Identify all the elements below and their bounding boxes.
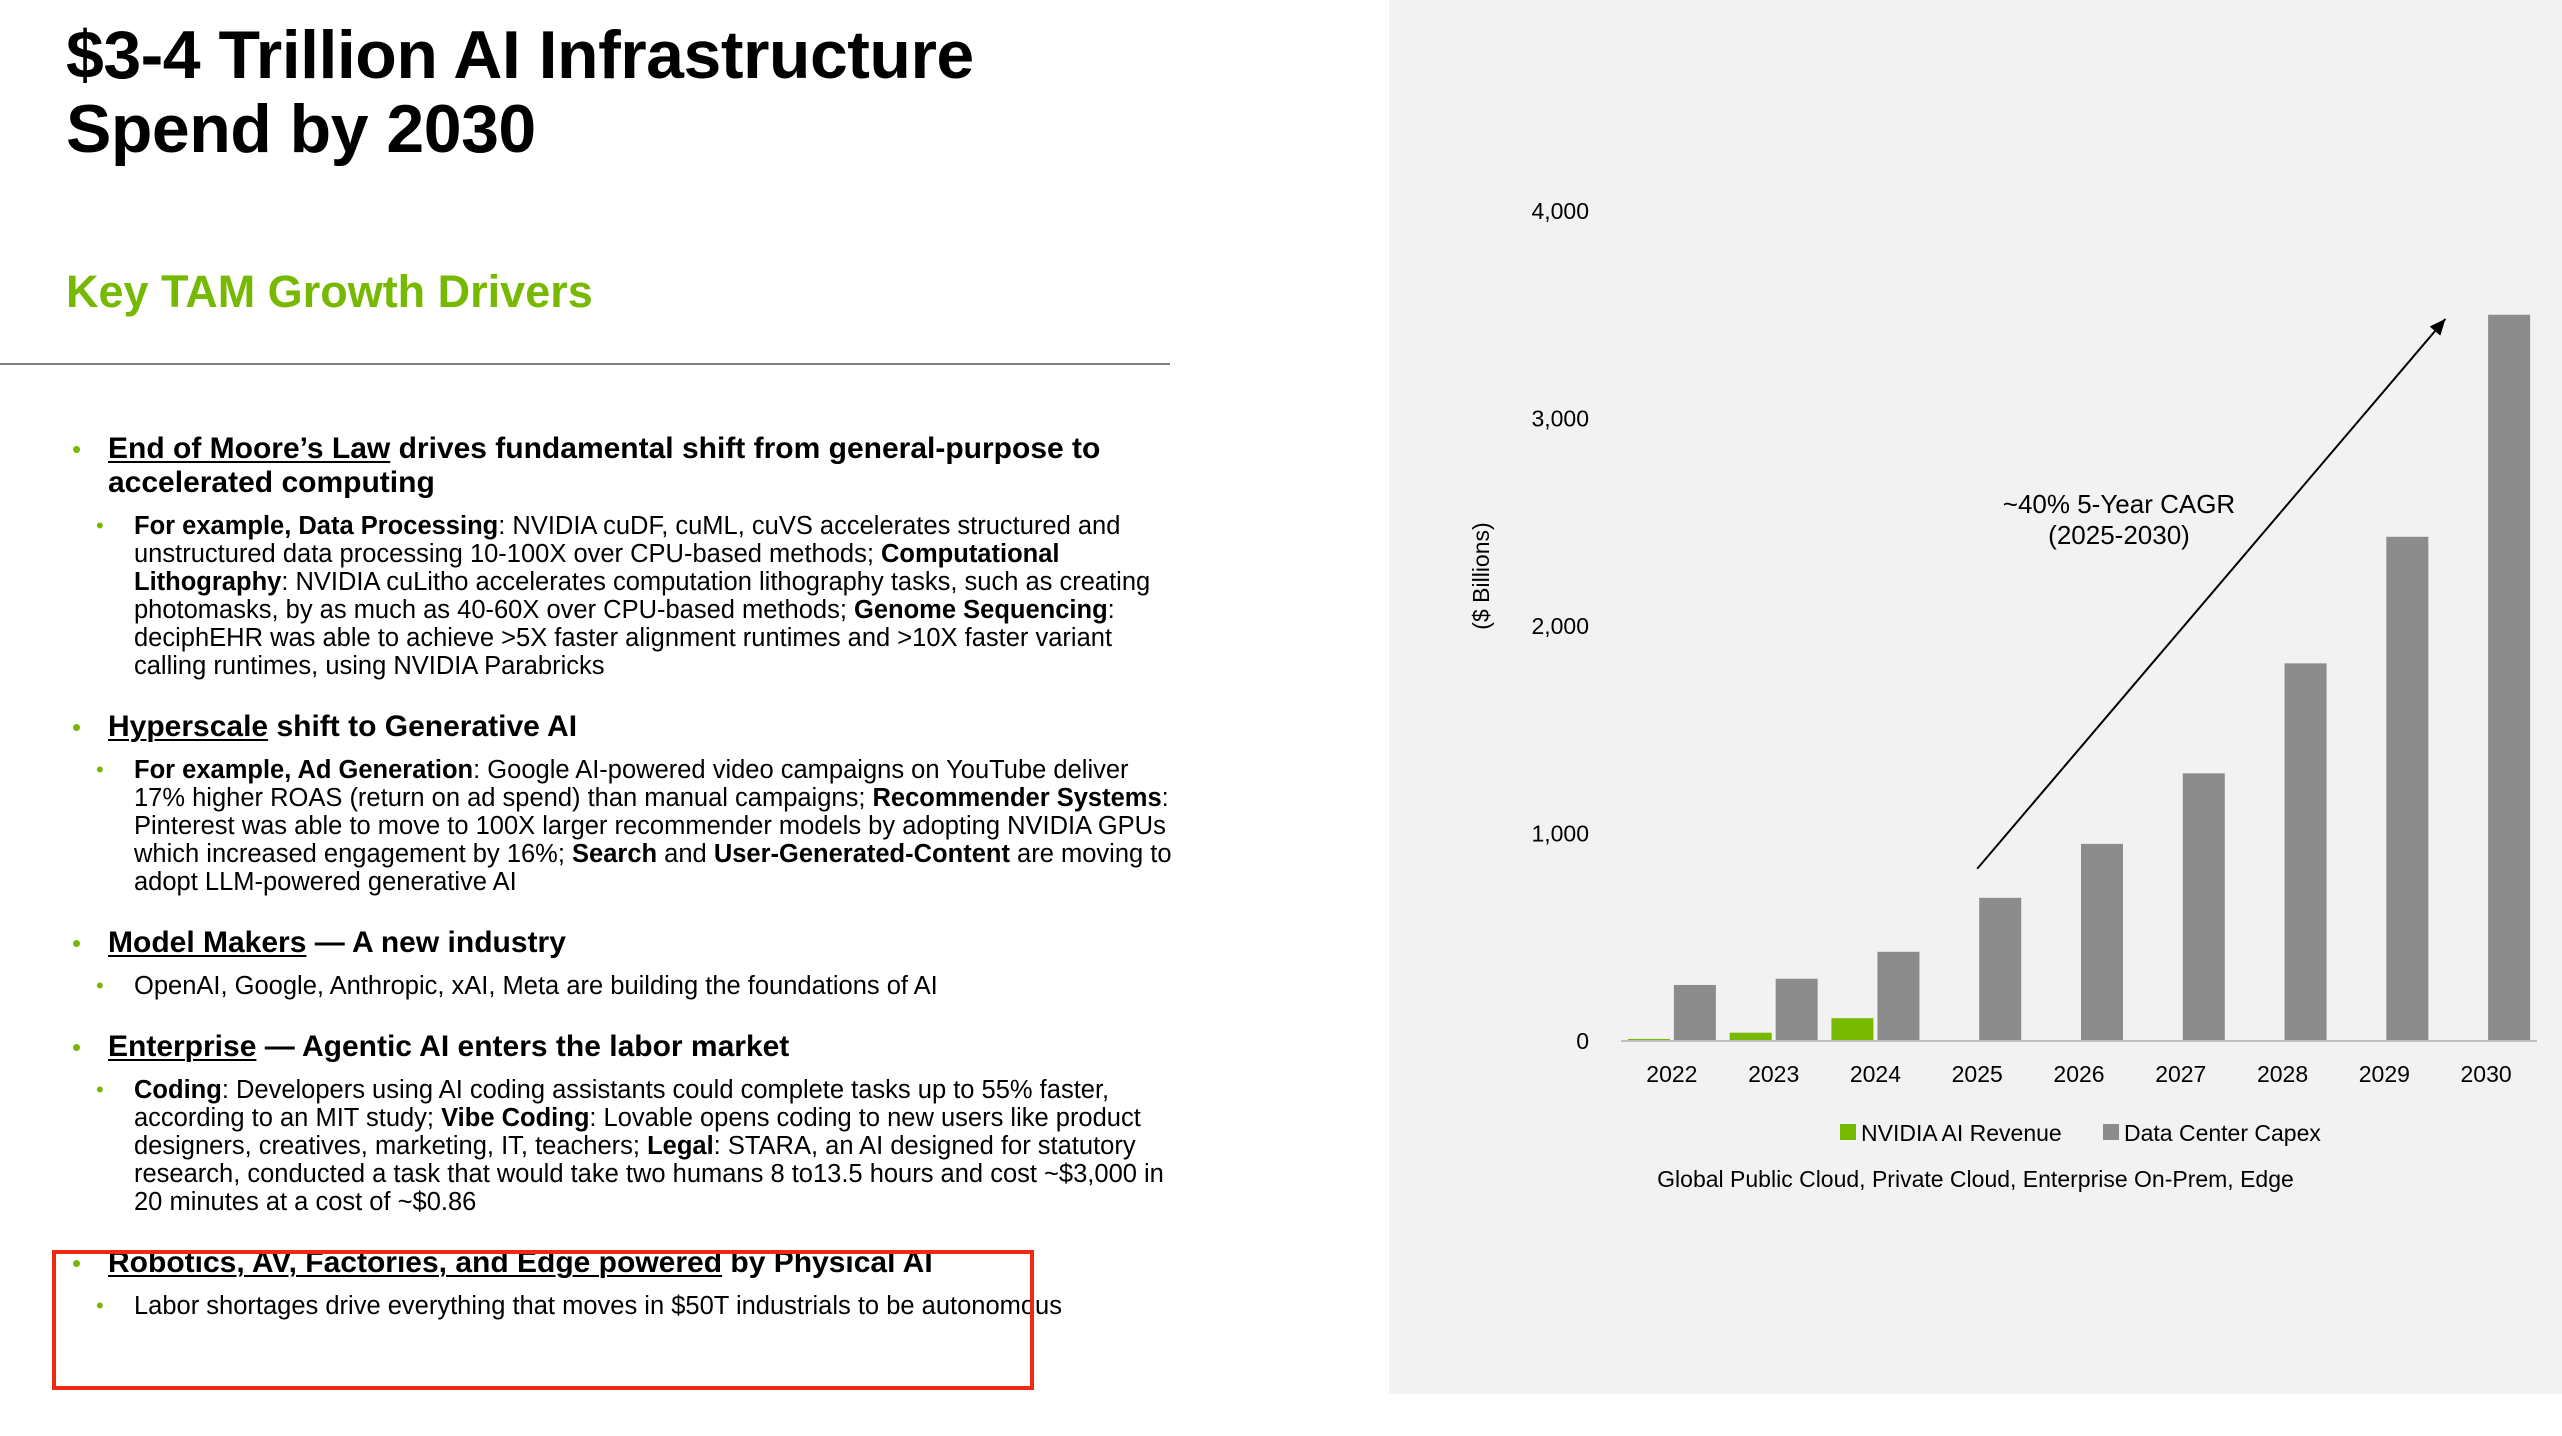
- highlight-box: [52, 1250, 1034, 1390]
- bullet-heading: [108, 432, 1186, 500]
- y-axis-label: ($ Billions): [1468, 522, 1494, 630]
- bar-nvidia-ai-revenue: [1730, 1033, 1772, 1041]
- bold-term: For example, Data Processing: [134, 512, 499, 540]
- body-text: : NVIDIA cuDF, cuML, cuVS accelerates structured and unstructured data processing 10-100X over CPU-based methods;: [134, 512, 1121, 568]
- bullet-heading: [108, 710, 1186, 744]
- bold-term: User-Generated-Content: [713, 840, 1010, 868]
- bold-term: Genome Sequencing: [854, 596, 1108, 624]
- bullet-heading-link: End of Moore’s Law: [108, 432, 391, 465]
- sub-bullet-dot-icon: •: [96, 1077, 104, 1102]
- body-text: : NVIDIA cuLitho accelerates computation lithography tasks, such as creating photomasks, by as much as 40-60X over CPU-based methods;: [134, 568, 1151, 624]
- body-text: : deciphEHR was able to achieve >5X faster alignment runtimes and >10X faster variant calling runtimes, using NVIDIA Parabricks: [134, 596, 1115, 680]
- sub-bullet-dot-icon: •: [96, 973, 104, 998]
- bold-term: For example, Ad Generation: [134, 756, 474, 784]
- y-tick-label: 0: [1576, 1028, 1589, 1054]
- bar-data-center-capex: [2081, 844, 2123, 1041]
- bullet-heading-text: shift to Generative AI: [268, 710, 578, 743]
- page-title: [66, 18, 1216, 166]
- body-text: are moving to adopt LLM-powered generative AI: [134, 840, 1172, 896]
- bullet-heading-text: drives fundamental shift from general-purpose to accelerated computing: [108, 432, 1101, 499]
- bar-data-center-capex: [2386, 537, 2428, 1041]
- sub-bullet-dot-icon: •: [96, 757, 104, 782]
- cagr-annotation-line2: (2025-2030): [2048, 520, 2190, 550]
- bar-data-center-capex: [1877, 952, 1919, 1041]
- legend-label-nvidia-ai-revenue: NVIDIA AI Revenue: [1861, 1120, 2062, 1146]
- bullet-heading-text: — Agentic AI enters the labor market: [256, 1030, 790, 1063]
- sub-bullet: [66, 972, 1186, 1000]
- chart-panel: [1389, 0, 2562, 1394]
- bar-nvidia-ai-revenue: [1831, 1018, 1873, 1041]
- growth-driver-list: [66, 432, 1186, 1320]
- x-tick-label: 2023: [1748, 1061, 1800, 1087]
- body-text: OpenAI, Google, Anthropic, xAI, Meta are building the foundations of AI: [134, 972, 938, 1000]
- legend-swatch-data-center-capex: [2103, 1124, 2119, 1140]
- sub-bullet: [66, 1076, 1186, 1216]
- bar-data-center-capex: [2183, 773, 2225, 1041]
- bold-term: Vibe Coding: [441, 1104, 590, 1132]
- y-tick-label: 1,000: [1531, 820, 1589, 847]
- legend-swatch-nvidia-ai-revenue: [1840, 1124, 1856, 1140]
- bold-term: Recommender Systems: [872, 784, 1162, 812]
- x-tick-label: 2030: [2460, 1061, 2512, 1087]
- cagr-annotation-line1: ~40% 5-Year CAGR: [2002, 489, 2236, 519]
- section-divider: [0, 363, 1170, 365]
- sub-bullet-dot-icon: •: [96, 1293, 104, 1318]
- bullet-dot-icon: •: [72, 928, 82, 958]
- body-text: : Google AI-powered video campaigns on YouTube deliver 17% higher ROAS (return on ad spend) than manual campaigns;: [134, 756, 1129, 812]
- x-tick-label: 2025: [1951, 1061, 2003, 1087]
- bullet-moores-law: [66, 432, 1186, 500]
- bold-term: Legal: [647, 1132, 714, 1160]
- title-line-1: $3-4 Trillion AI Infrastructure: [66, 17, 974, 93]
- bullet-dot-icon: •: [72, 712, 82, 742]
- sub-bullet-text: [134, 512, 1186, 680]
- bullet-hyperscale: [66, 710, 1186, 744]
- x-tick-label: 2027: [2155, 1061, 2207, 1087]
- y-tick-label: 4,000: [1531, 198, 1589, 224]
- bar-data-center-capex: [1776, 979, 1818, 1041]
- x-tick-label: 2026: [2053, 1061, 2105, 1087]
- sub-bullet: [66, 756, 1186, 896]
- sub-bullet-text: [134, 756, 1186, 896]
- legend-label-data-center-capex: Data Center Capex: [2124, 1120, 2321, 1146]
- chart-footnote: Global Public Cloud, Private Cloud, Enterprise On-Prem, Edge: [1657, 1166, 2294, 1192]
- bullet-heading-link: Hyperscale: [108, 710, 269, 743]
- sub-bullet: [66, 512, 1186, 680]
- bullet-dot-icon: •: [72, 1248, 82, 1278]
- body-text: : Lovable opens coding to new users like product designers, creatives, marketing, IT, teachers;: [134, 1104, 1141, 1160]
- x-tick-label: 2029: [2358, 1061, 2410, 1087]
- x-tick-label: 2028: [2256, 1061, 2309, 1087]
- sub-bullet-dot-icon: •: [96, 513, 104, 538]
- body-text: and: [657, 840, 714, 868]
- bullet-heading-text: by Physical AI: [722, 1246, 933, 1279]
- section-subtitle: Key TAM Growth Drivers: [66, 266, 593, 317]
- bullet-heading-text: — A new industry: [306, 926, 566, 959]
- x-tick-label: 2022: [1646, 1061, 1698, 1087]
- bullet-dot-icon: •: [72, 1032, 82, 1062]
- bullet-enterprise: [66, 1030, 1186, 1064]
- bar-data-center-capex: [1979, 898, 2021, 1041]
- bullet-dot-icon: •: [72, 434, 82, 464]
- bar-data-center-capex: [2285, 663, 2327, 1041]
- bar-data-center-capex: [1674, 985, 1716, 1041]
- bold-term: Computational Lithography: [134, 540, 1060, 596]
- bold-term: Coding: [134, 1076, 222, 1104]
- bold-term: Search: [572, 840, 658, 868]
- bar-data-center-capex: [2488, 315, 2530, 1041]
- y-tick-label: 2,000: [1531, 613, 1589, 639]
- title-line-2: Spend by 2030: [66, 91, 536, 167]
- y-tick-label: 3,000: [1531, 405, 1589, 432]
- bullet-heading-link: Enterprise: [108, 1030, 257, 1063]
- bullet-heading: [108, 1030, 1186, 1064]
- bullet-heading-link: Robotics, AV, Factories, and Edge powered: [108, 1246, 723, 1279]
- bullet-model-makers: [66, 926, 1186, 960]
- x-tick-label: 2024: [1849, 1061, 1902, 1087]
- bullet-heading: [108, 926, 1186, 960]
- body-text: : Developers using AI coding assistants could complete tasks up to 55% faster, according to an MIT study;: [134, 1076, 1110, 1132]
- sub-bullet-text: [134, 1076, 1186, 1216]
- body-text: Labor shortages drive everything that moves in $50T industrials to be autonomous: [134, 1292, 1062, 1320]
- bullet-heading-link: Model Makers: [108, 926, 307, 959]
- body-text: : STARA, an AI designed for statutory research, conducted a task that would take two humans 8 to13.5 hours and cost ~$3,000 in 20 minutes at a cost of ~$0.86: [134, 1132, 1164, 1216]
- body-text: : Pinterest was able to move to 100X larger recommender models by adopting NVIDIA GPUs which increased engagement by 16%;: [134, 784, 1169, 868]
- sub-bullet-text: [134, 972, 1186, 1000]
